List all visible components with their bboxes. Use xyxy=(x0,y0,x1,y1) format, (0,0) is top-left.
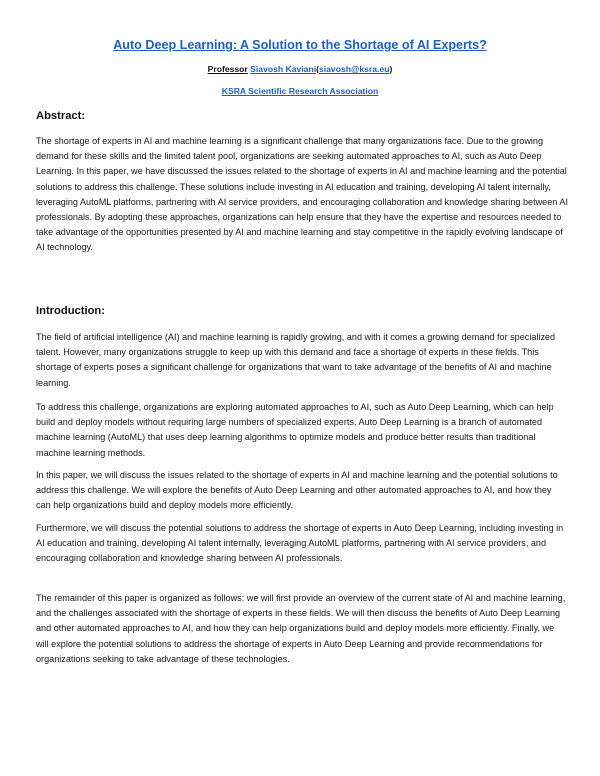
paren-open: ( xyxy=(316,64,319,74)
abstract-heading: Abstract: xyxy=(36,110,86,122)
intro-paragraph-1: The field of artificial intelligence (AI) and machine learning is rapidly growing, and with it comes a growing demand for specialized talent. However, many organizations struggle to keep up with this demand and face a shortage of experts in these fields. This shortage of experts poses a significant challenge for organizations that want to take advantage of the benefits of AI and machine learning. xyxy=(36,332,556,388)
abstract-text: The shortage of experts in AI and machine learning is a significant challenge that many organizations face. Due to the growing demand for these skills and the limited talent pool, organizations are seeking automated approaches to AI, such as Auto Deep Learning. In this paper, we have discussed the issues related to the shortage of experts in AI and machine learning and the potential solutions to address this challenge. These solutions include investing in AI education and training, developing AI talent internally, leveraging AutoML platforms, partnering with AI service providers, and encouraging collaboration and knowledge sharing between AI professionals. By adopting these approaches, organizations can help ensure that they have the expertise and resources needed to take advantage of the opportunities presented by AI and machine learning and stay competitive in the rapidly evolving landscape of AI technology. xyxy=(36,136,568,253)
intro-paragraph-5: The remainder of this paper is organized as follows: we will first provide an overview of the current state of AI and machine learning, and the challenges associated with the shortage of experts in these fields. We will then discuss the benefits of Auto Deep Learning and other automated approaches to AI, and how they can help organizations build and deploy models more efficiently. Finally, we will explore the potential solutions to address the shortage of experts in Auto Deep Learning and provide recommendations for organizations seeking to take advantage of these technologies. xyxy=(36,593,566,664)
affiliation-link[interactable]: KSRA Scientific Research Association xyxy=(221,86,379,96)
intro-paragraph-4: Furthermore, we will discuss the potential solutions to address the shortage of experts in Auto Deep Learning, including investing in AI education and training, developing AI talent internally, leveraging AutoML platforms, partnering with AI service providers, and encouraging collaboration and knowledge sharing between AI professionals. xyxy=(36,523,564,564)
author-name-link[interactable]: Siavosh Kaviani xyxy=(250,64,317,74)
paper-title[interactable]: Auto Deep Learning: A Solution to the Shortage of AI Experts? xyxy=(113,38,487,52)
author-email-link[interactable]: siavosh@ksra.eu xyxy=(318,64,390,74)
author-line xyxy=(36,64,564,74)
intro-paragraph-3: In this paper, we will discuss the issues related to the shortage of experts in AI and machine learning and the potential solutions to address this challenge. We will explore the benefits of Auto Deep Learning and other automated approaches to AI, and how they can help organizations build and deploy models more efficiently. xyxy=(36,470,558,511)
author-role: Professor xyxy=(207,64,248,74)
paren-close: ) xyxy=(389,64,393,74)
intro-paragraph-2: To address this challenge, organizations are exploring automated approaches to AI, such as Auto Deep Learning, which can help build and deploy models without requiring large numbers of specialized experts. Auto Deep Learning is a branch of automated machine learning (AutoML) that uses deep learning algorithms to optimize models and produce better results than traditional machine learning methods. xyxy=(36,402,554,458)
introduction-heading: Introduction: xyxy=(36,305,105,317)
